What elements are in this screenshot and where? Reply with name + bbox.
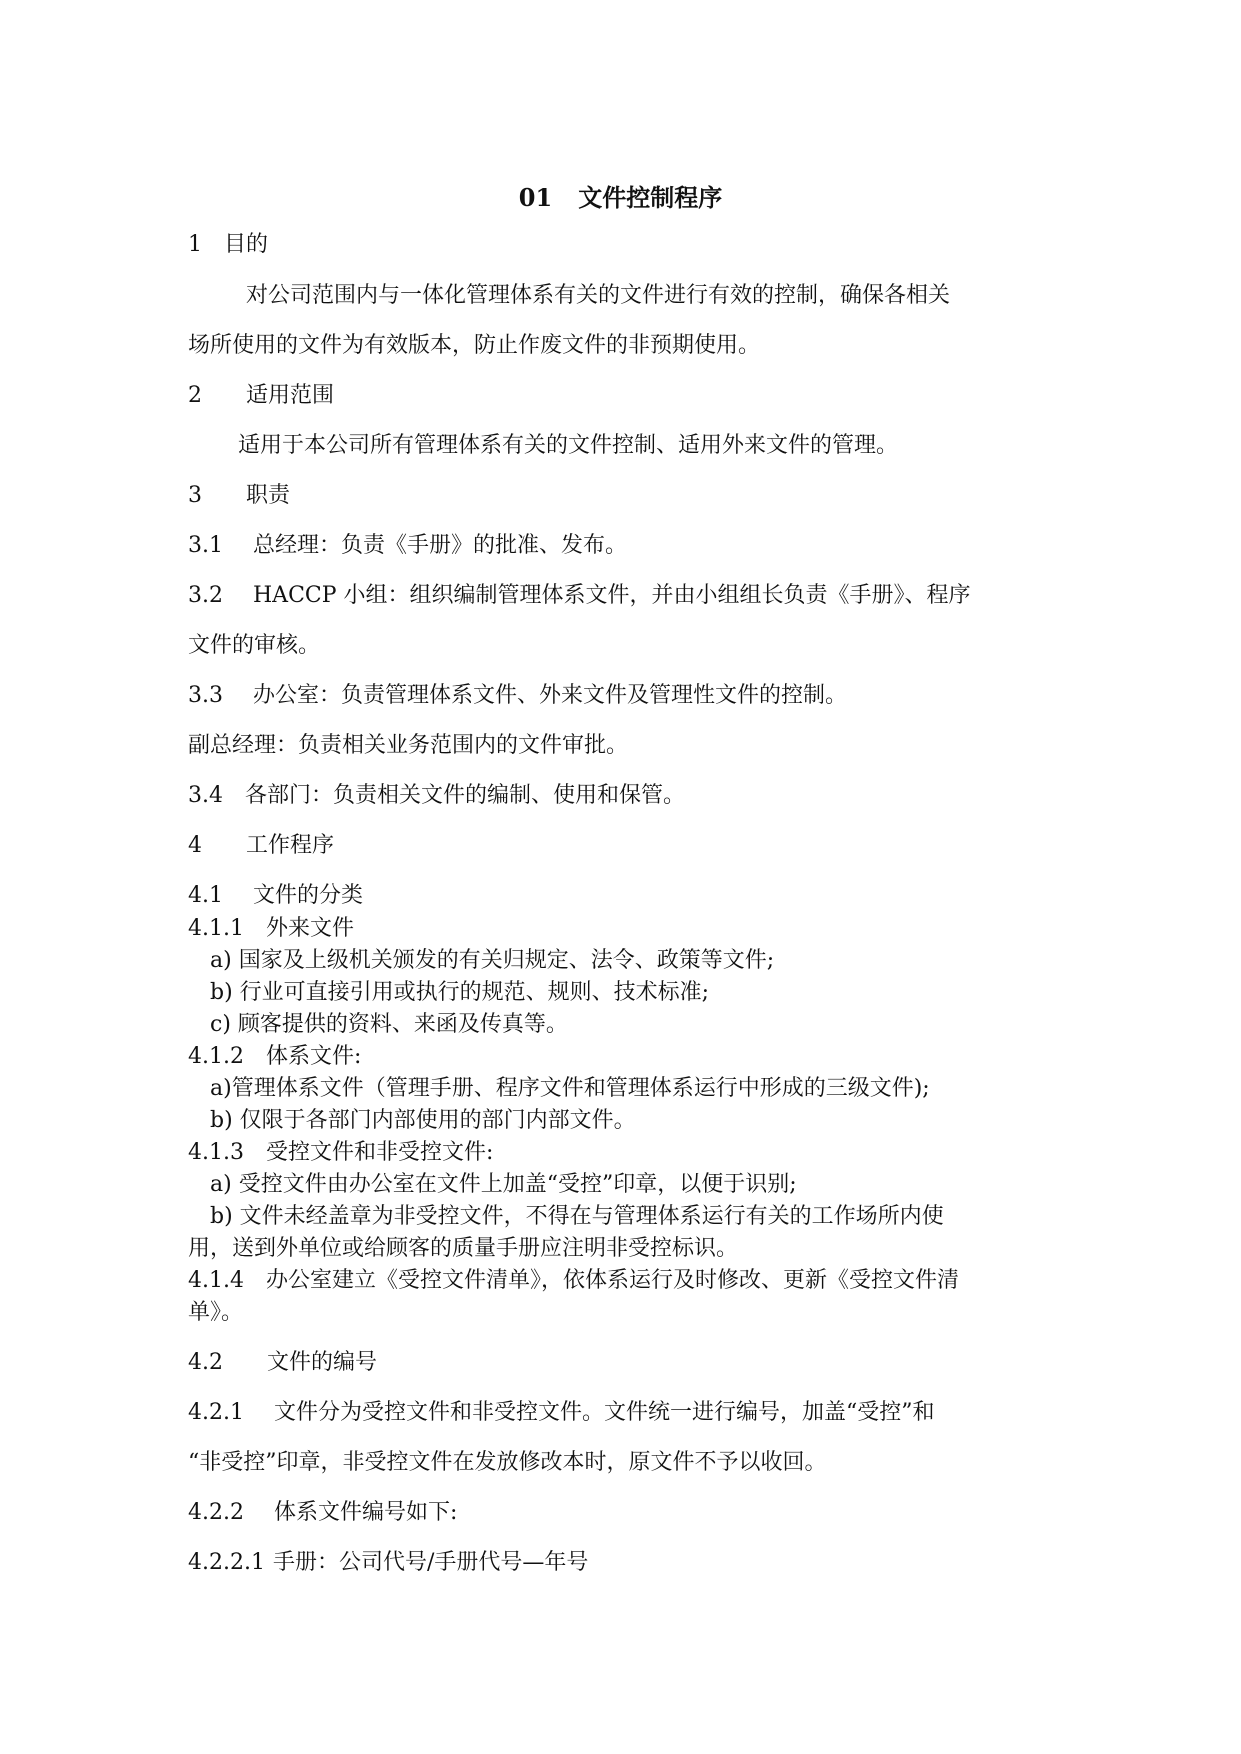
clause-number: 4.1.4 [188, 1268, 244, 1293]
title-text: 文件控制程序 [578, 183, 723, 212]
clause-text: 办公室：负责管理体系文件、外来文件及管理性文件的控制。 [253, 683, 848, 708]
clause-4-1-3 [188, 1138, 1058, 1168]
clause-3-4 [188, 781, 1058, 811]
clause-3-2 [188, 581, 1058, 611]
list-item: a) 国家及上级机关颁发的有关归规定、法令、政策等文件; [210, 948, 775, 973]
list-item: b) 仅限于各部门内部使用的部门内部文件。 [210, 1108, 636, 1133]
clause-number: 4.1 [188, 883, 223, 908]
title-number: 01 [518, 183, 553, 212]
clause-4-1 [188, 881, 1058, 911]
clause-4-1-1 [188, 914, 1058, 944]
section-1-heading [188, 230, 1058, 260]
section-2-heading [188, 381, 1058, 411]
list-item: a)管理体系文件（管理手册、程序文件和管理体系运行中形成的三级文件); [210, 1076, 930, 1101]
clause-text: HACCP 小组：组织编制管理体系文件，并由小组组长负责《手册》、程序 [253, 583, 971, 608]
section-number: 4 [188, 833, 202, 858]
clause-number: 4.2 [188, 1350, 223, 1375]
list-item: c) 顾客提供的资料、来函及传真等。 [210, 1012, 568, 1037]
list-item: b) 行业可直接引用或执行的规范、规则、技术标准; [210, 980, 710, 1005]
clause-number: 4.2.1 [188, 1400, 244, 1425]
section-title: 工作程序 [246, 833, 335, 858]
clause-number: 3.2 [188, 583, 223, 608]
section-4-heading [188, 831, 1058, 861]
clause-number: 4.1.2 [188, 1044, 244, 1069]
clause-title: 文件的分类 [253, 883, 364, 908]
section-number: 1 [188, 232, 202, 257]
clause-4-1-4 [188, 1266, 1058, 1296]
clause-title: 外来文件 [265, 916, 354, 941]
clause-4-2 [188, 1348, 1058, 1378]
clause-4-1-2 [188, 1042, 1058, 1072]
clause-number: 3.1 [188, 533, 223, 558]
clause-title: 受控文件和非受控文件: [265, 1140, 494, 1165]
paragraph-line: 用，送到外单位或给顾客的质量手册应注明非受控标识。 [188, 1236, 739, 1261]
clause-4-2-2 [188, 1498, 1058, 1528]
clause-number: 4.1.3 [188, 1140, 244, 1165]
clause-3-3 [188, 681, 1058, 711]
paragraph-line: 适用于本公司所有管理体系有关的文件控制、适用外来文件的管理。 [238, 433, 899, 458]
paragraph-line: “非受控”印章，非受控文件在发放修改本时，原文件不予以收回。 [188, 1450, 827, 1475]
section-title: 职责 [246, 483, 291, 508]
clause-number: 4.1.1 [188, 916, 244, 941]
section-title: 适用范围 [246, 383, 335, 408]
section-number: 2 [188, 383, 202, 408]
section-3-heading [188, 481, 1058, 511]
clause-4-2-2-1 [188, 1548, 1058, 1578]
clause-text: 手册：公司代号/手册代号—年号 [272, 1550, 589, 1575]
paragraph-line: 场所使用的文件为有效版本，防止作废文件的非预期使用。 [188, 333, 761, 358]
clause-title: 体系文件: [265, 1044, 362, 1069]
clause-4-2-1 [188, 1398, 1058, 1428]
paragraph-line: 副总经理：负责相关业务范围内的文件审批。 [188, 733, 629, 758]
clause-title: 体系文件编号如下: [273, 1500, 458, 1525]
clause-title: 文件的编号 [267, 1350, 378, 1375]
clause-3-1 [188, 531, 1058, 561]
section-number: 3 [188, 483, 202, 508]
clause-text: 文件分为受控文件和非受控文件。文件统一进行编号，加盖“受控”和 [273, 1400, 935, 1425]
paragraph-line: 文件的审核。 [188, 633, 321, 658]
list-item: b) 文件未经盖章为非受控文件，不得在与管理体系运行有关的工作场所内使 [210, 1204, 944, 1229]
clause-number: 4.2.2 [188, 1500, 244, 1525]
paragraph-line: 单》。 [188, 1300, 244, 1325]
list-item: a) 受控文件由办公室在文件上加盖“受控”印章，以便于识别; [210, 1172, 797, 1197]
document-title [0, 183, 1241, 213]
clause-text: 总经理：负责《手册》的批准、发布。 [253, 533, 628, 558]
clause-number: 3.4 [188, 783, 223, 808]
clause-number: 3.3 [188, 683, 223, 708]
clause-text: 各部门：负责相关文件的编制、使用和保管。 [245, 783, 686, 808]
paragraph-line: 对公司范围内与一体化管理体系有关的文件进行有效的控制，确保各相关 [246, 283, 951, 308]
clause-number: 4.2.2.1 [188, 1550, 265, 1575]
section-title: 目的 [224, 232, 269, 257]
clause-text: 办公室建立《受控文件清单》，依体系运行及时修改、更新《受控文件清 [265, 1268, 959, 1293]
